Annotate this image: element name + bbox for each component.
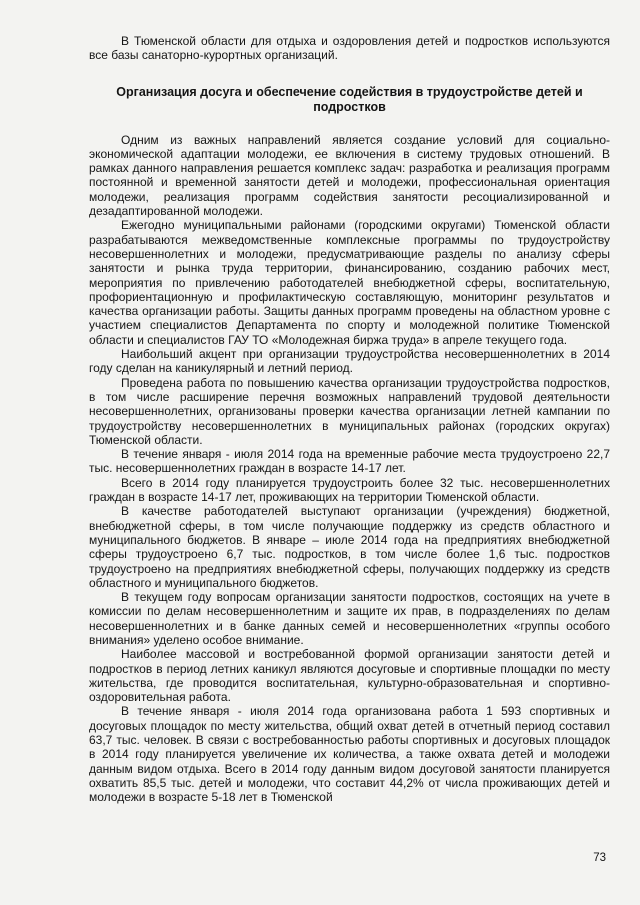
body-paragraph: Ежегодно муниципальными районами (городскими округами) Тюменской области разрабатываются межведомственные комплексные программы по трудоустройству несовершеннолетних и молодежи, предусматривающие разделы по анализу сферы занятости и рынка труда территории, финансированию, созданию рабочих мест, мероприятия по привлечению работодателей внебюджетной сферы, воспитательную, профориентационную и профилактическую составляющую, мониторинг результатов и качества организации работы. Защиты данных программ проведены на областном уровне с участием специалистов Департамента по спорту и молодежной политике Тюменской области и специалистов ГАУ ТО «Молодежная биржа труда» в апреле текущего года. xyxy=(89,218,610,347)
body-paragraph: В течение января - июля 2014 года на временные рабочие места трудоустроено 22,7 тыс. несовершеннолетних граждан в возрасте 14-17 лет. xyxy=(89,447,610,476)
body-paragraph: Наибольший акцент при организации трудоустройства несовершеннолетних в 2014 году сделан на каникулярный и летний период. xyxy=(89,347,610,376)
body-paragraph: Всего в 2014 году планируется трудоустроить более 32 тыс. несовершеннолетних граждан в возрасте 14-17 лет, проживающих на территории Тюменской области. xyxy=(89,475,610,505)
body-paragraph: Наиболее массовой и востребованной формой организации занятости детей и подростков в период летних каникул являются досуговые и спортивные площадки по месту жительства, где проводится воспитательная, культурно-образовательная и спортивно-оздоровительная работа. xyxy=(89,647,610,705)
section-heading: Организация досуга и обеспечение содействия в трудоустройстве детей и подростков xyxy=(116,84,583,114)
body-paragraph: В течение января - июля 2014 года организована работа 1 593 спортивных и досуговых площадок по месту жительства, общий охват детей в отчетный период составил 63,7 тыс. человек. В связи с востребованностью работы спортивных и досуговых площадок в 2014 году планируется увеличение их количества, а также охвата детей и молодежи данным видом отдыха. Всего в 2014 году данным видом досуговой занятости планируется охватить 85,5 тыс. детей и молодежи, что составит 44,2% от числа проживающих детей и молодежи в возрасте 5-18 лет в Тюменской xyxy=(89,704,610,805)
intro-paragraph: В Тюменской области для отдыха и оздоровления детей и подростков используются все базы санаторно-курортных организаций. xyxy=(89,34,610,63)
page-number: 73 xyxy=(593,852,606,864)
body-paragraph: Проведена работа по повышению качества организации трудоустройства подростков, в том числе расширение перечня возможных направлений трудовой деятельности несовершеннолетних, организованы проверки качества организации летней кампании по трудоустройству несовершеннолетних в муниципальных районах (городских округах) Тюменской области. xyxy=(89,375,610,447)
body-paragraph: Одним из важных направлений является создание условий для социально-экономической адаптации молодежи, ее включения в систему трудовых отношений. В рамках данного направления решается комплекс задач: разработка и реализация программ постоянной и временной занятости детей и молодежи, профессиональная ориентация молодежи, реализация программ содействия занятости ресоциализированной и дезадаптированной молодежи. xyxy=(89,132,610,219)
body-paragraph: В текущем году вопросам организации занятости подростков, состоящих на учете в комиссии по делам несовершеннолетним и защите их прав, в подразделениях по делам несовершеннолетних и в банке данных семей и несовершеннолетних «группы особого внимания» уделено особое внимание. xyxy=(89,590,610,647)
body-paragraph: В качестве работодателей выступают организации (учреждения) бюджетной, внебюджетной сферы, в том числе получающие поддержку из средств областного и муниципального бюджетов. В январе – июле 2014 года на предприятиях внебюджетной сферы трудоустроено 6,7 тыс. подростков, в том числе более 1,6 тыс. подростков трудоустроено на предприятиях внебюджетной сферы, получающих поддержку из средств областного и муниципального бюджетов. xyxy=(89,504,610,590)
